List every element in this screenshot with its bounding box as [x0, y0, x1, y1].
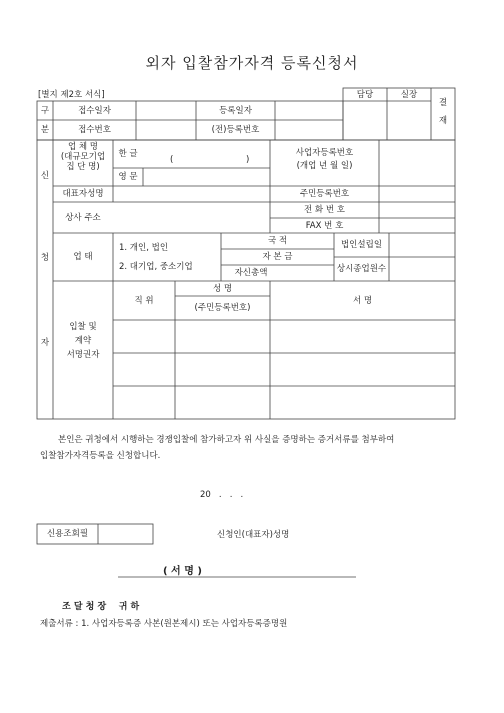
statement-line-2: 입찰참가자격등록을 신청합니다. — [40, 451, 161, 461]
business-option-2: 2. 대기업, 중소기업 — [119, 262, 193, 272]
category-side-1: 구 — [40, 105, 50, 116]
resident-number-label: 주민등록번호 — [299, 189, 350, 199]
receipt-number-label: 접수번호 — [78, 125, 111, 135]
signature-column-header: 서 명 — [352, 295, 373, 306]
fax-number-label: FAX 번 호 — [305, 220, 344, 231]
company-name-line-1: 업 체 명 — [67, 142, 99, 152]
resident-column-header: (주민등록번호) — [194, 303, 251, 313]
addressee: 조 달 청 장 귀 하 — [62, 602, 140, 612]
business-registration-line-1: 사업자등록번호 — [295, 148, 354, 158]
approval-director-label: 실장 — [400, 89, 418, 100]
nationality-label: 국 적 — [267, 236, 288, 246]
previous-registration-number-label: (전)등록번호 — [211, 125, 260, 135]
signatory-label — [53, 320, 113, 362]
representative-name-label: 대표자성명 — [62, 189, 104, 199]
registration-date-label: 등록일자 — [219, 105, 252, 116]
category-side-2: 분 — [40, 125, 50, 135]
page-title: 외자 입찰참가자격 등록신청서 — [145, 54, 359, 72]
korean-paren-close: ) — [246, 155, 250, 165]
total-assets-label: 자신총액 — [234, 268, 268, 278]
business-registration-label — [270, 147, 379, 173]
applicant-side-1: 신 — [40, 171, 50, 181]
receipt-date-label: 접수일자 — [78, 105, 111, 116]
company-name-label — [53, 142, 113, 172]
position-column-header: 직 위 — [134, 295, 154, 306]
form-number: [별지 제2호 서식] — [38, 90, 105, 100]
approval-side-1: 결 — [438, 98, 448, 108]
business-option-1: 1. 개인, 법인 — [119, 243, 169, 253]
employee-count-label: 상시종업원수 — [336, 264, 387, 274]
name-column-header: 성 명 — [212, 283, 233, 294]
signatory-line-2: 계약 — [74, 336, 92, 346]
statement-text — [40, 432, 394, 464]
business-type-label: 업 태 — [73, 252, 93, 262]
business-address-label: 상사 주소 — [65, 212, 101, 223]
statement-line-1: 본인은 귀청에서 시행하는 경쟁입찰에 참가하고자 위 사실을 증명하는 증거서류를 첨부하여 — [58, 435, 395, 445]
capital-label: 자 본 금 — [262, 252, 293, 262]
phone-number-label: 전 화 번 호 — [304, 205, 345, 215]
signature-mark: ( 서 명 ) — [163, 566, 202, 577]
applicant-signature-label: 신청인(대표자)성명 — [217, 530, 290, 540]
applicant-side-3: 자 — [40, 338, 50, 348]
applicant-side-2: 청 — [40, 253, 50, 263]
korean-paren-open: ( — [170, 155, 174, 165]
approval-officer-label: 담당 — [356, 89, 374, 100]
company-name-line-3: 집 단 명) — [66, 162, 100, 172]
signatory-line-3: 서명권자 — [66, 350, 100, 360]
korean-name-label: 한 글 — [118, 149, 138, 159]
incorporation-date-label: 법인설립일 — [340, 240, 383, 250]
attachments-text: 제출서류 : 1. 사업자등록증 사본(원본제시) 또는 사업자등록증명원 — [40, 619, 288, 629]
company-name-line-2: (대규모기업 — [60, 152, 106, 162]
credit-check-label: 신용조회필 — [46, 529, 89, 539]
date-line: 20 . . . — [200, 490, 244, 500]
business-registration-line-2: (개업 년 월 일) — [296, 161, 353, 171]
approval-side-2: 재 — [438, 116, 448, 126]
signatory-line-1: 입찰 및 — [69, 322, 97, 332]
english-name-label: 영 문 — [118, 172, 138, 182]
